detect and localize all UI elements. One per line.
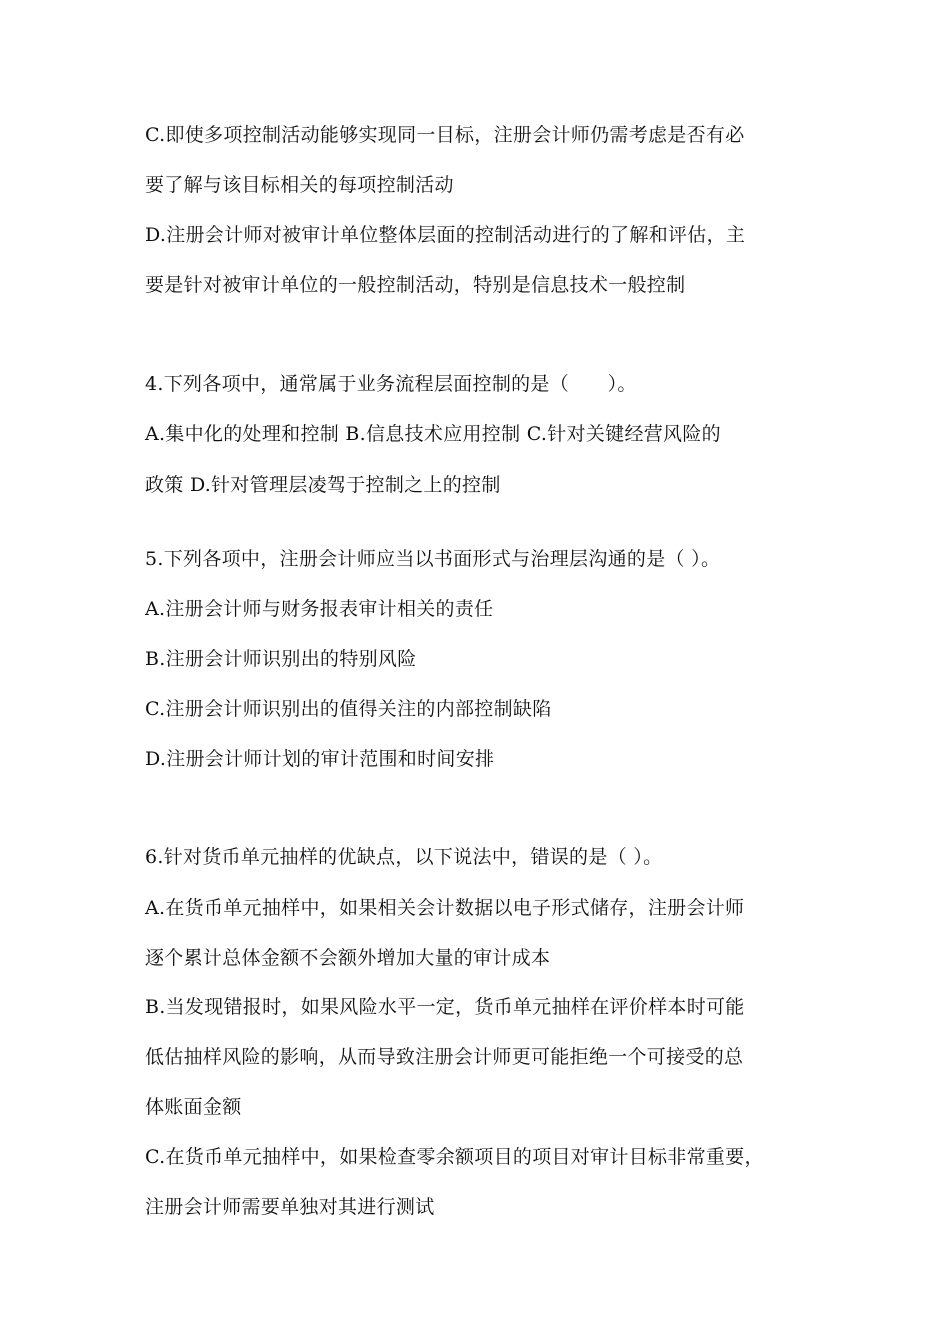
q4-options-line-1: A.集中化的处理和控制 B.信息技术应用控制 C.针对关键经营风险的 <box>145 423 721 445</box>
q5-option-c: C.注册会计师识别出的值得关注的内部控制缺陷 <box>145 698 552 720</box>
q6-option-a-line-1: A.在货币单元抽样中，如果相关会计数据以电子形式储存，注册会计师 <box>145 897 745 919</box>
q4-options-line-2: 政策 D.针对管理层凌驾于控制之上的控制 <box>145 474 501 496</box>
q6-option-c-line-1: C.在货币单元抽样中，如果检查零余额项目的项目对审计目标非常重要， <box>145 1146 764 1168</box>
q5-option-b: B.注册会计师识别出的特别风险 <box>145 648 417 670</box>
q5-question: 5.下列各项中，注册会计师应当以书面形式与治理层沟通的是（ ）。 <box>145 548 721 570</box>
q6-option-b-line-2: 低估抽样风险的影响，从而导致注册会计师更可能拒绝一个可接受的总 <box>145 1046 744 1068</box>
q3-option-c-line-2: 要了解与该目标相关的每项控制活动 <box>145 174 454 196</box>
q4-question: 4.下列各项中，通常属于业务流程层面控制的是（ ）。 <box>145 373 637 395</box>
q6-option-b-line-3: 体账面金额 <box>145 1096 242 1118</box>
q3-option-d-line-2: 要是针对被审计单位的一般控制活动，特别是信息技术一般控制 <box>145 274 686 296</box>
q6-question: 6.针对货币单元抽样的优缺点，以下说法中，错误的是（ ）。 <box>145 846 663 868</box>
q3-option-d-line-1: D.注册会计师对被审计单位整体层面的控制活动进行的了解和评估，主 <box>145 224 746 246</box>
q6-option-a-line-2: 逐个累计总体金额不会额外增加大量的审计成本 <box>145 947 551 969</box>
q3-option-c-line-1: C.即使多项控制活动能够实现同一目标，注册会计师仍需考虑是否有必 <box>145 124 745 146</box>
q5-option-d: D.注册会计师计划的审计范围和时间安排 <box>145 748 495 770</box>
q6-option-c-line-2: 注册会计师需要单独对其进行测试 <box>145 1196 435 1218</box>
q5-option-a: A.注册会计师与财务报表审计相关的责任 <box>145 598 494 620</box>
q6-option-b-line-1: B.当发现错报时，如果风险水平一定，货币单元抽样在评价样本时可能 <box>145 996 745 1018</box>
